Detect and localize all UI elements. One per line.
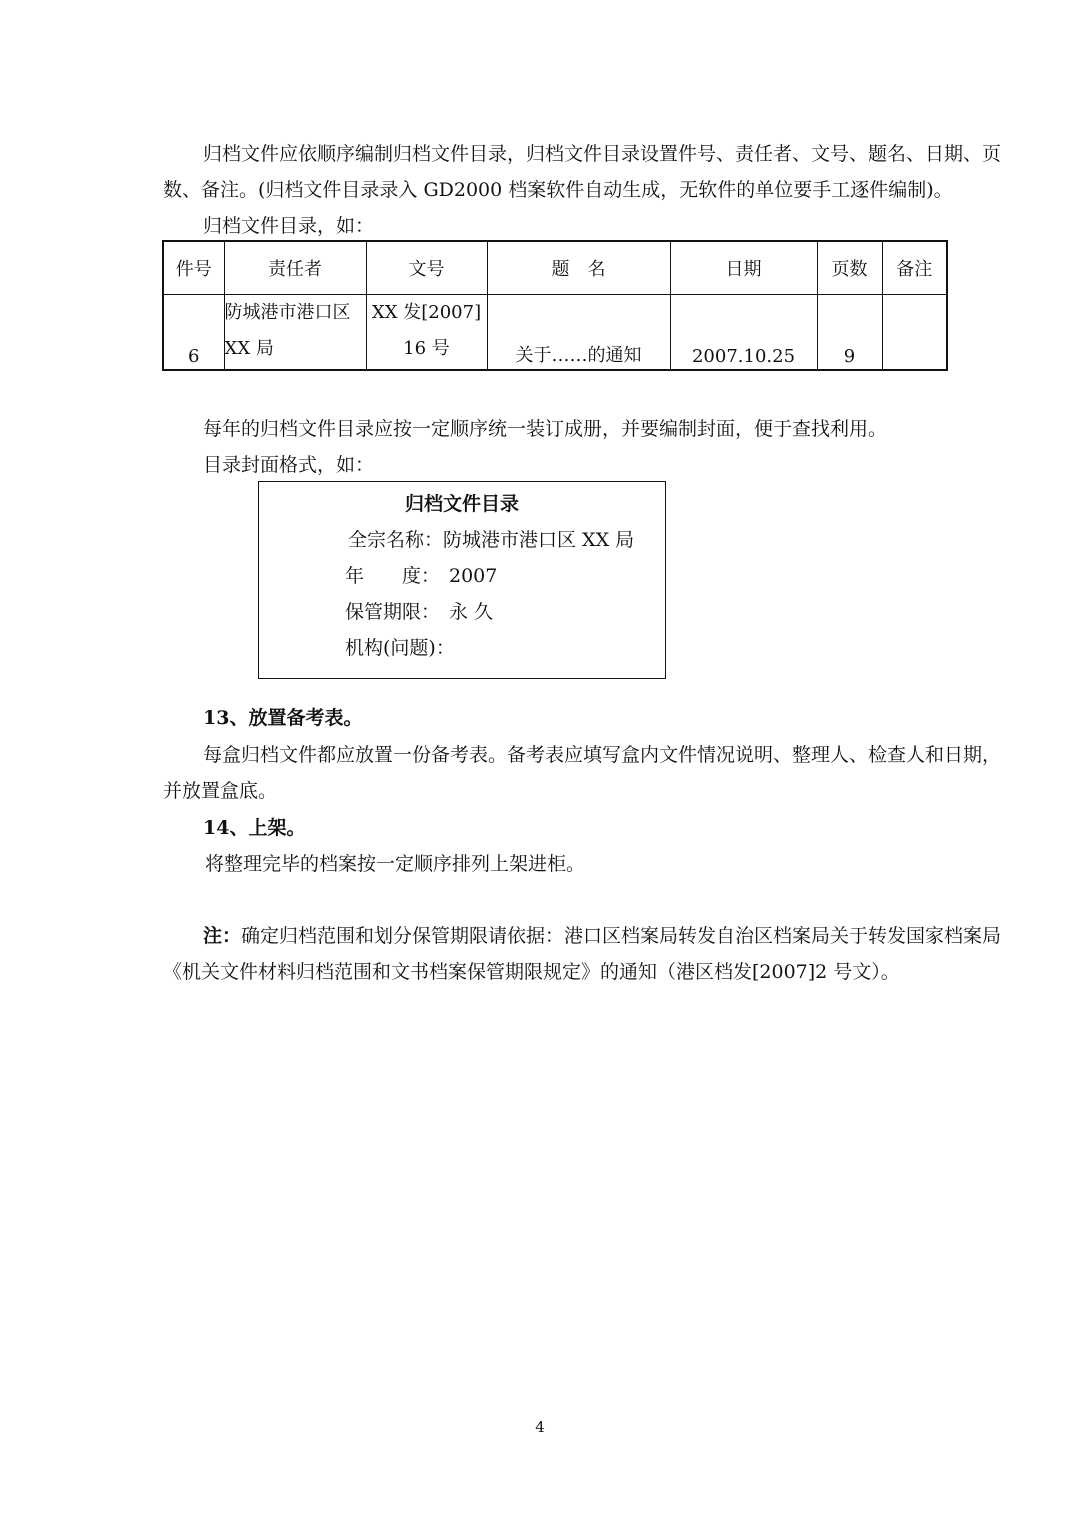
paragraph-catalog-example-label: 归档文件目录，如： — [203, 215, 375, 237]
note-label: 注： — [203, 925, 242, 947]
cell-doc-no — [366, 295, 487, 371]
cell-doc-no-line1: XX 发[2007] — [371, 302, 482, 323]
table-row — [163, 295, 947, 371]
cover-year-value: 2007 — [449, 565, 498, 587]
note-line2: 《机关文件材料归档范围和文书档案保管期限规定》的通知（港区档发[2007]2 号文）。 — [163, 961, 900, 983]
header-cell-pages: 页数 — [817, 241, 882, 295]
note-text-line1: 确定归档范围和划分保管期限请依据：港口区档案局转发自治区档案局关于转发国家档案局 — [241, 925, 1002, 947]
header-cell-number: 件号 — [163, 241, 224, 295]
cell-author-line1: 防城港市港口区 — [224, 302, 351, 323]
cell-title: 关于……的通知 — [487, 295, 670, 371]
heading-section-13: 13、放置备考表。 — [203, 707, 363, 729]
cell-number: 6 — [163, 295, 224, 371]
cell-pages: 9 — [817, 295, 882, 371]
cell-doc-no-line2: 16 号 — [403, 338, 450, 359]
paragraph-reference-sheet-line2: 并放置盒底。 — [163, 780, 278, 802]
paragraph-binding: 每年的归档文件目录应按一定顺序统一装订成册，并要编制封面，便于查找利用。 — [203, 418, 888, 440]
header-cell-author: 责任者 — [224, 241, 366, 295]
cover-org-label: 机构(问题)： — [345, 637, 455, 659]
paragraph-shelving: 将整理完毕的档案按一定顺序排列上架进柜。 — [205, 853, 586, 875]
table-header-row — [163, 241, 947, 295]
heading-section-14: 14、上架。 — [203, 817, 306, 839]
header-cell-doc-no: 文号 — [366, 241, 487, 295]
header-cell-remarks: 备注 — [882, 241, 947, 295]
cover-retention-value: 永 久 — [449, 601, 494, 623]
paragraph-reference-sheet-line1: 每盒归档文件都应放置一份备考表。备考表应填写盒内文件情况说明、整理人、检查人和日期， — [203, 744, 1002, 766]
cell-remarks — [882, 295, 947, 371]
paragraph-catalog-intro-line1: 归档文件应依顺序编制归档文件目录，归档文件目录设置件号、责任者、文号、题名、日期、页 — [203, 143, 1002, 165]
paragraph-catalog-intro-line2: 数、备注。(归档文件目录录入 GD2000 档案软件自动生成，无软件的单位要手工逐件编制)。 — [163, 179, 953, 201]
cover-year-label: 年 度： — [345, 565, 441, 587]
note-line1 — [203, 918, 1001, 954]
cover-fonds-name: 全宗名称：防城港市港口区 XX 局 — [348, 529, 635, 551]
catalog-cover-example — [258, 481, 666, 679]
catalog-table — [162, 240, 948, 371]
cover-title: 归档文件目录 — [404, 493, 519, 515]
page-number: 4 — [535, 1418, 545, 1436]
cell-author — [224, 295, 366, 371]
cell-date: 2007.10.25 — [670, 295, 817, 371]
paragraph-cover-format-label: 目录封面格式，如： — [203, 454, 375, 476]
header-cell-title: 题 名 — [487, 241, 670, 295]
cover-retention-label: 保管期限： — [345, 601, 441, 623]
header-cell-date: 日期 — [670, 241, 817, 295]
cell-author-line2: XX 局 — [224, 338, 274, 359]
